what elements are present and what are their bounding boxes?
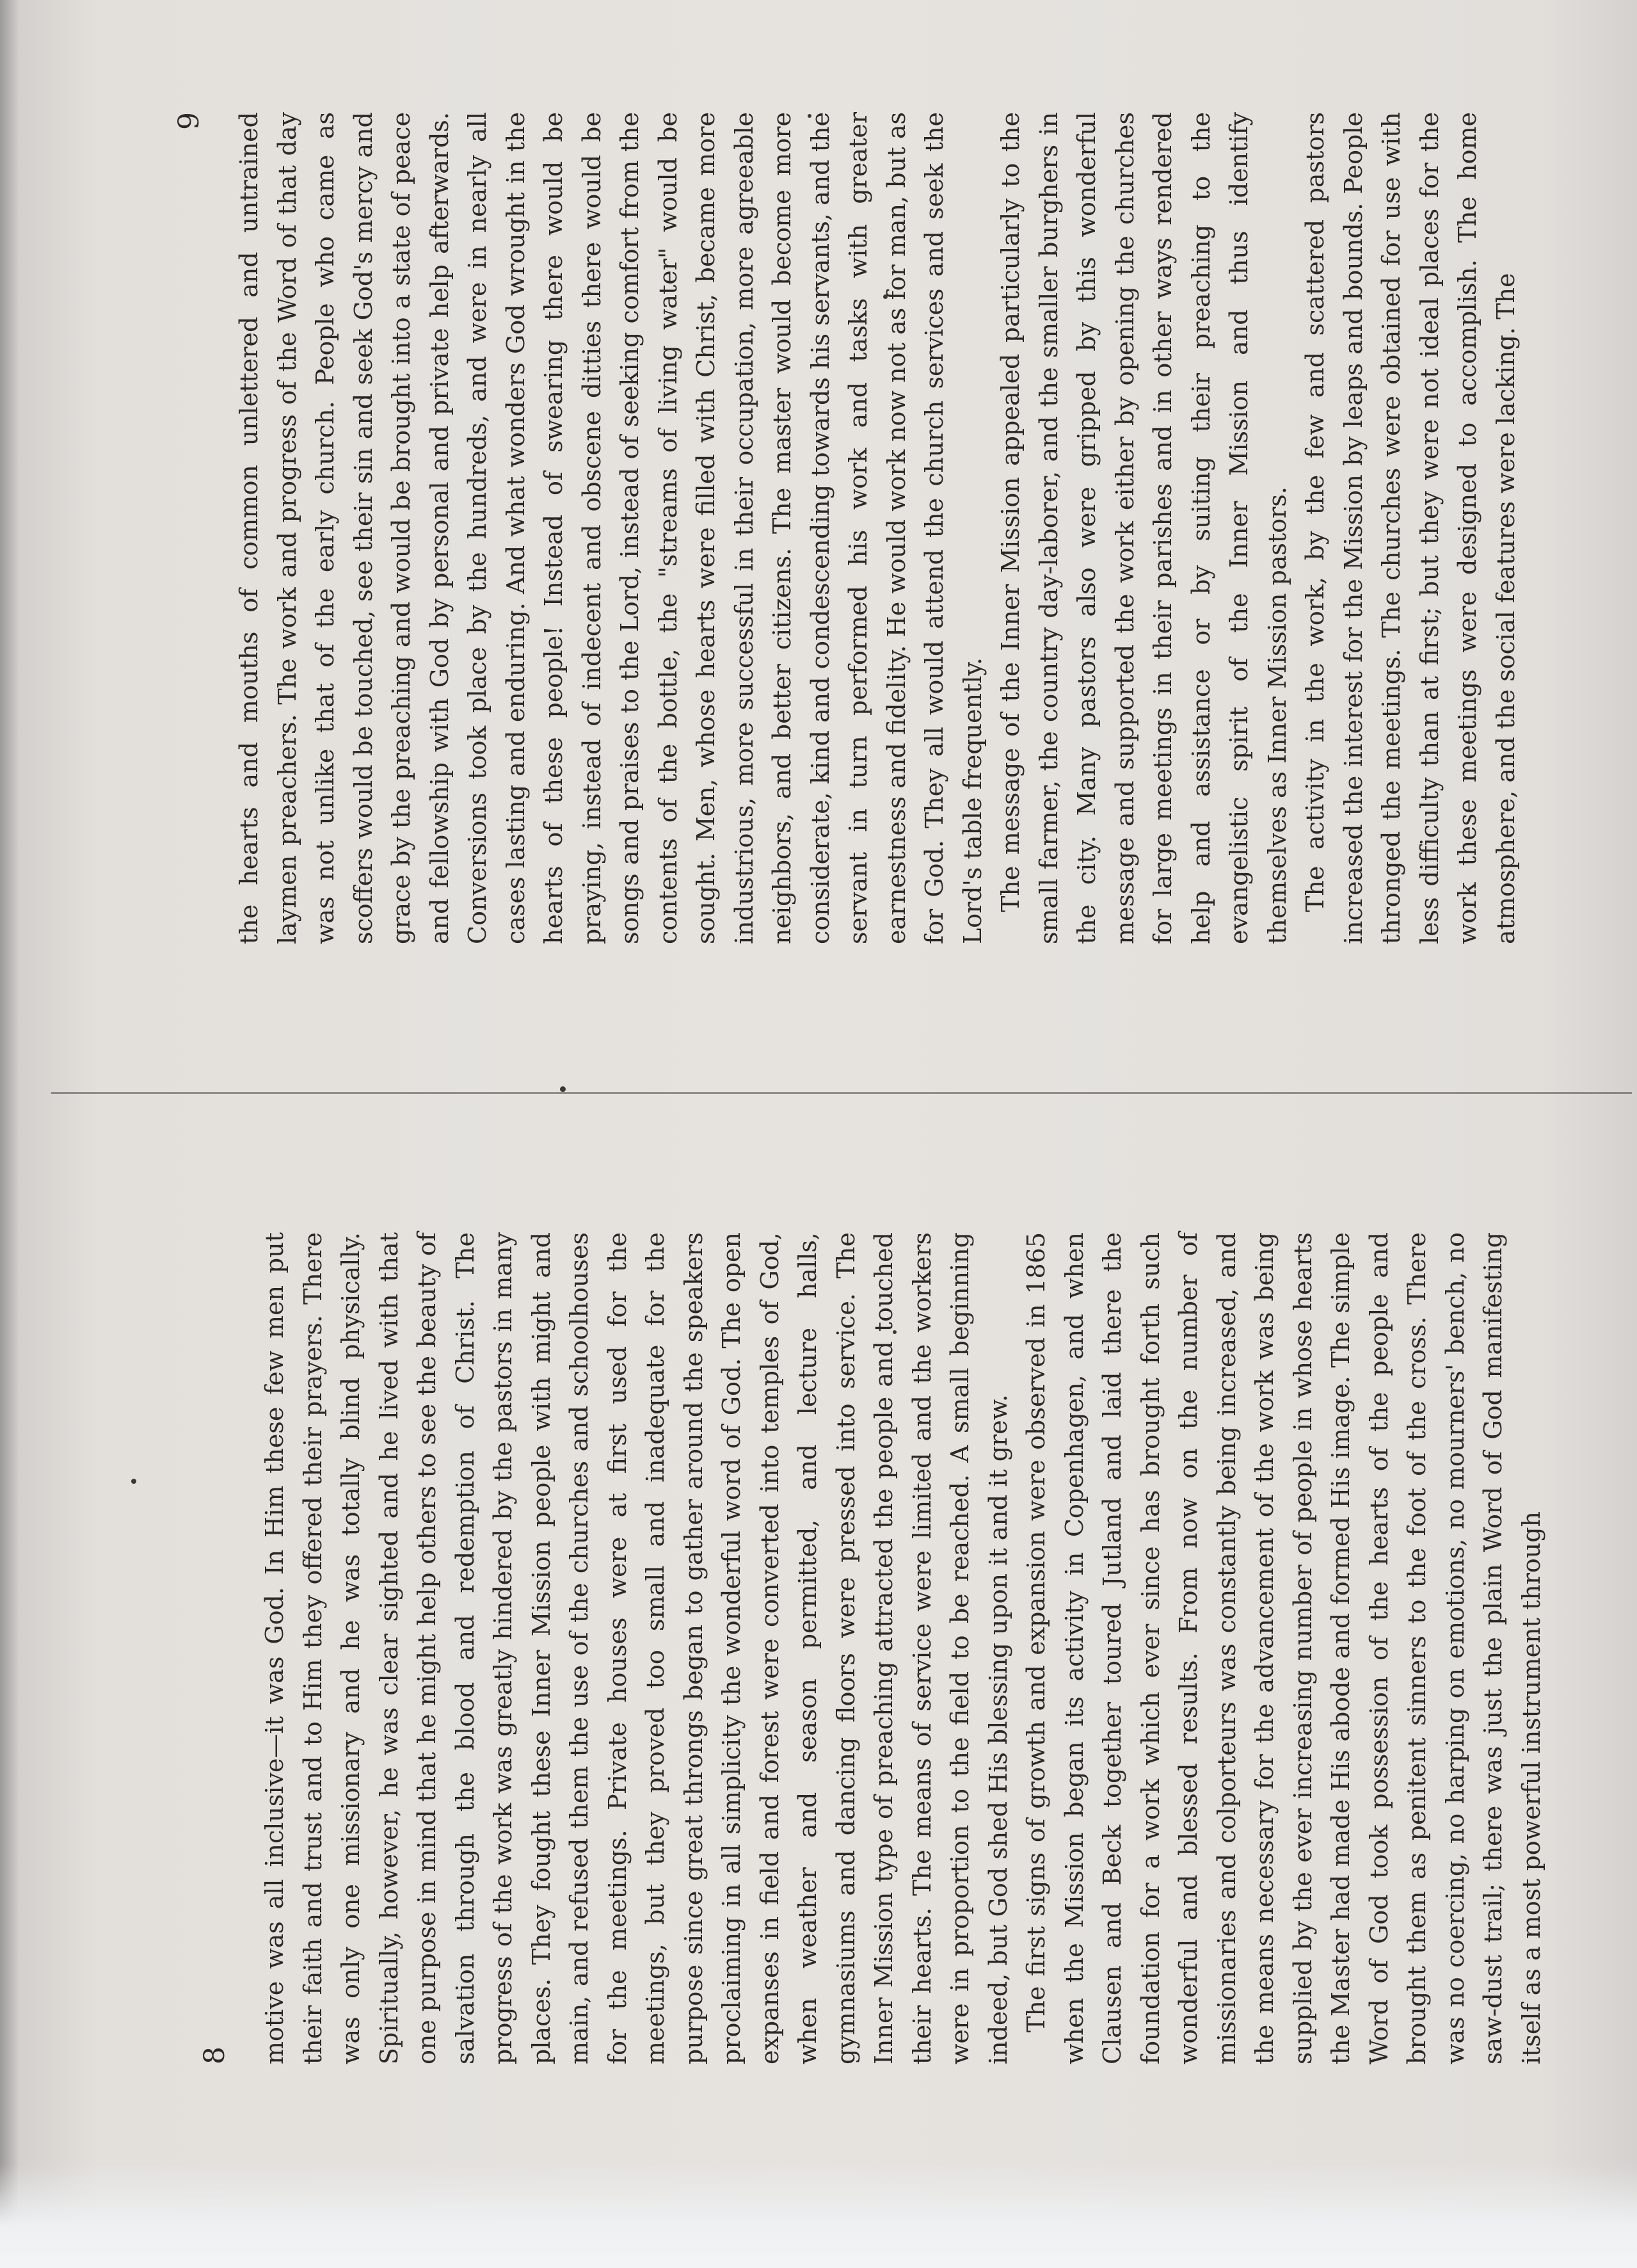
paragraph: The message of the Inner Mission appealed particularly to the small farmer, the country day-laborer, and the smaller burghers in the city. Many pastors also were gripped by this wonderful message and supported the work either by opening the churches for large meetings in their parishes and in other ways rendered help and assistance or by suiting their preaching to the evangelistic spirit of the Inner Mission and thus identify themselves as Inner Mission pastors. <box>996 112 1291 944</box>
page-text <box>230 112 1525 944</box>
scan-bottom-margin <box>0 2164 1637 2268</box>
paragraph: The first signs of growth and expansion were observed in 1865 when the Mission began its activity in Copenhagen, and when Clausen and Beck together toured Jutland and laid there the foundation for a work which ever since has brought forth such wonderful and blessed results. From now on the number of missionaries and colporteurs was constantly being increased, and the means necessary for the advancement of the work was being supplied by the ever increasing number of people in whose hearts the Master had made His abode and formed His image. The simple Word of God took possession of the hearts of the people and brought them as penitent sinners to the foot of the cross. There was no coercing, no harping on emotions, no mourners' bench, no saw-dust trail; there was just the plain Word of God manifesting itself as a most powerful instrument through <box>1022 1232 1545 2064</box>
page-number: 8 <box>198 2047 231 2064</box>
paragraph: The activity in the work, by the few and scattered pastors increased the interest for the Mission by leaps and bounds. People thronged the meetings. The churches were obtained for use with less difficulty than at first; but they were not ideal places for the work these meetings were designed to accomplish. The home atmosphere, and the social features were lacking. The <box>1301 112 1520 944</box>
paragraph: motive was all inclusive—it was God. In Him these few men put their faith and trust and to Him they offered their prayers. There was only one missionary and he was totally blind physically. Spiritually, however, he was clear sighted and he lived with that one purpose in mind that he might help others to see the beauty of salvation through the blood and redemption of Christ. The progress of the work was greatly hindered by the pastors in many places. They fought these Inner Mission people with might and main, and refused them the use of the churches and schoolhouses for the meetings. Private houses were at first used for the meetings, but they proved too small and inadequate for the purpose since great throngs began to gather around the speakers proclaiming in all simplicity the wonderful word of God. The open expanses in field and forest were converted into temples of God, when weather and season permitted, and lecture halls, gymnasiums and dancing floors were pressed into service. The Inner Mission type of preaching attracted the people and touched their hearts. The means of service were limited and the workers were in proportion to the field to be reached. A small beginning indeed, but God shed His blessing upon it and it grew. <box>260 1232 1012 2064</box>
dust-speck <box>131 1479 136 1484</box>
page-number: 9 <box>173 112 205 130</box>
scan-left-edge <box>0 0 18 2268</box>
page-9 <box>173 112 1520 944</box>
page-8 <box>198 1232 1545 2064</box>
dust-speck <box>560 1086 566 1092</box>
paragraph: the hearts and mouths of common unlettered and untrained laymen preachers. The work and progress of the Word of that day was not unlike that of the early church. People who came as scoffers would be touched, see their sin and seek God's mercy and grace by the preaching and would be brought into a state of peace and fellowship with God by personal and private help afterwards. Conversions took place by the hundreds, and were in nearly all cases lasting and enduring. And what wonders God wrought in the hearts of these people! Instead of swearing there would be praying, instead of indecent and obscene ditties there would be songs and praises to the Lord, instead of seeking comfort from the contents of the bottle, the "streams of living water" would be sought. Men, whose hearts were filled with Christ, became more industrious, more successful in their occupation, more agreeable neighbors, and better citizens. The master would become more considerate, kind and condescending towards his servants, and the servant in turn performed his work and tasks with greater earnestness and fidelity. He would work now not as for man, but as for God. They all would attend the church services and seek the Lord's table frequently. <box>235 112 987 944</box>
page-fold-line <box>51 1092 1632 1094</box>
page-text <box>256 1232 1551 2064</box>
